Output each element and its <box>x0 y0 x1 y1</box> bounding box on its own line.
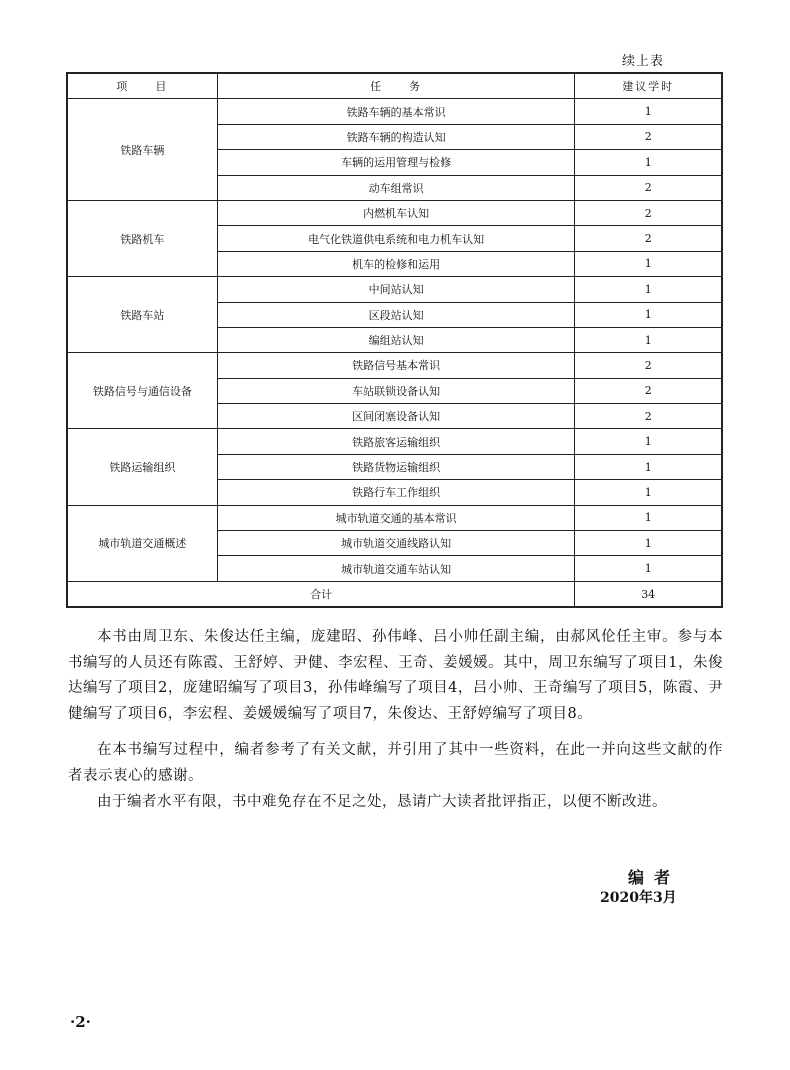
course-hours-table <box>66 72 723 608</box>
table-row <box>67 277 722 302</box>
signature-date: 2020年3月 <box>600 890 677 906</box>
table-row <box>67 99 722 124</box>
hours-cell: 2 <box>575 353 722 378</box>
task-cell: 铁路信号基本常识 <box>217 353 575 378</box>
total-label: 合计 <box>67 581 575 607</box>
task-cell: 城市轨道交通线路认知 <box>217 531 575 556</box>
task-cell: 区间闭塞设备认知 <box>217 404 575 429</box>
page-number: ·2· <box>70 1013 91 1031</box>
table-body <box>67 99 722 581</box>
task-cell: 中间站认知 <box>217 277 575 302</box>
project-cell: 铁路信号与通信设备 <box>67 353 217 429</box>
header-hours: 建议学时 <box>575 73 722 99</box>
hours-cell: 2 <box>575 175 722 200</box>
table-row <box>67 429 722 454</box>
continued-label: 续上表 <box>622 54 665 69</box>
hours-cell: 1 <box>575 531 722 556</box>
hours-cell: 1 <box>575 429 722 454</box>
project-cell: 铁路车辆 <box>67 99 217 201</box>
total-row <box>67 581 722 607</box>
total-hours: 34 <box>575 581 722 607</box>
task-cell: 区段站认知 <box>217 302 575 327</box>
hours-cell: 1 <box>575 556 722 581</box>
table-row <box>67 505 722 530</box>
hours-cell: 1 <box>575 327 722 352</box>
task-cell: 电气化铁道供电系统和电力机车认知 <box>217 226 575 251</box>
project-cell: 铁路机车 <box>67 200 217 276</box>
task-cell: 铁路货物运输组织 <box>217 454 575 479</box>
hours-cell: 1 <box>575 480 722 505</box>
authors-paragraph: 本书由周卫东、朱俊达任主编，庞建昭、孙伟峰、吕小帅任副主编，由郝风伦任主审。参与本书编写的人员还有陈霞、王舒婷、尹健、李宏程、王奇、姜媛媛。其中，周卫东编写了项目1，朱俊达编写了项目2，庞建昭编写了项目3，孙伟峰编写了项目4，吕小帅、王奇编写了项目5，陈霞、尹健编写了项目6，李宏程、姜媛媛编写了项目7，朱俊达、王舒婷编写了项目8。 <box>68 629 723 722</box>
acknowledgement-paragraph: 在本书编写过程中，编者参考了有关文献，并引用了其中一些资料，在此一并向这些文献的作者表示衷心的感谢。 <box>68 742 723 784</box>
hours-cell: 1 <box>575 150 722 175</box>
task-cell: 铁路行车工作组织 <box>217 480 575 505</box>
hours-cell: 1 <box>575 99 722 124</box>
task-cell: 编组站认知 <box>217 327 575 352</box>
project-cell: 铁路车站 <box>67 277 217 353</box>
header-project: 项 目 <box>67 73 217 99</box>
header-task: 任 务 <box>217 73 575 99</box>
signature-name: 编者 <box>628 868 681 887</box>
task-cell: 铁路车辆的基本常识 <box>217 99 575 124</box>
task-cell: 城市轨道交通车站认知 <box>217 556 575 581</box>
hours-cell: 1 <box>575 454 722 479</box>
table-row <box>67 200 722 225</box>
hours-cell: 1 <box>575 277 722 302</box>
task-cell: 车站联锁设备认知 <box>217 378 575 403</box>
project-cell: 城市轨道交通概述 <box>67 505 217 581</box>
task-cell: 动车组常识 <box>217 175 575 200</box>
task-cell: 车辆的运用管理与检修 <box>217 150 575 175</box>
task-cell: 城市轨道交通的基本常识 <box>217 505 575 530</box>
hours-cell: 1 <box>575 505 722 530</box>
task-cell: 机车的检修和运用 <box>217 251 575 276</box>
disclaimer-paragraph: 由于编者水平有限，书中难免存在不足之处，恳请广大读者批评指正，以便不断改进。 <box>97 794 667 810</box>
task-cell: 铁路车辆的构造认知 <box>217 124 575 149</box>
project-cell: 铁路运输组织 <box>67 429 217 505</box>
table-header-row <box>67 73 722 99</box>
hours-cell: 2 <box>575 200 722 225</box>
hours-cell: 2 <box>575 226 722 251</box>
task-cell: 内燃机车认知 <box>217 200 575 225</box>
hours-cell: 1 <box>575 251 722 276</box>
hours-cell: 1 <box>575 302 722 327</box>
hours-cell: 2 <box>575 124 722 149</box>
hours-cell: 2 <box>575 404 722 429</box>
table-row <box>67 353 722 378</box>
hours-cell: 2 <box>575 378 722 403</box>
task-cell: 铁路旅客运输组织 <box>217 429 575 454</box>
